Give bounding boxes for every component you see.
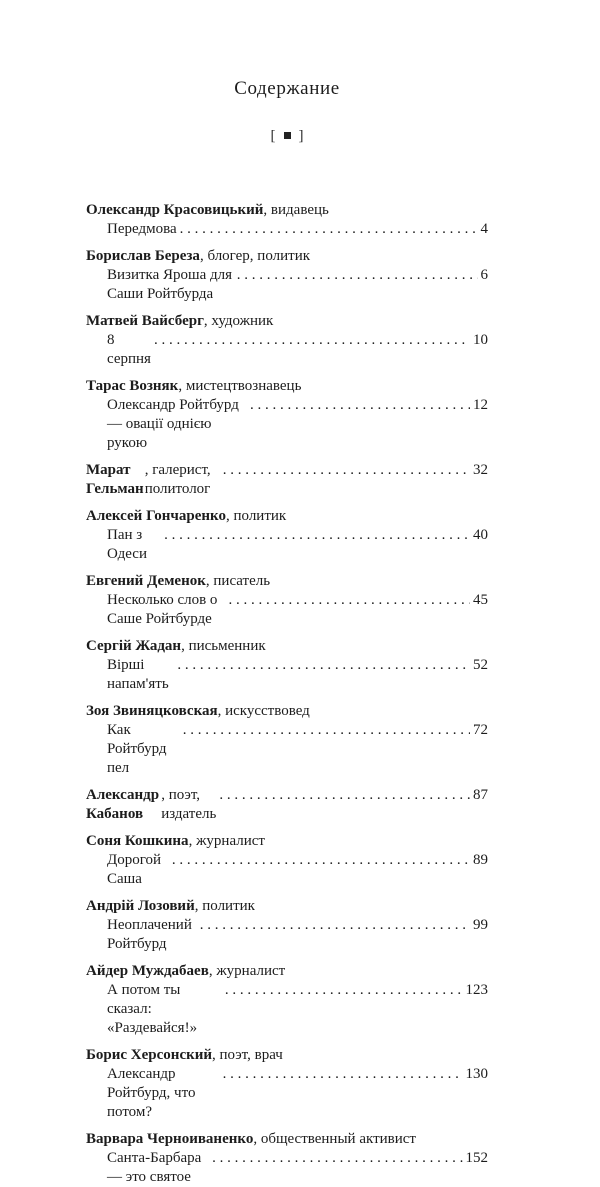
dot-leader bbox=[219, 786, 470, 805]
page-title: Содержание bbox=[234, 78, 340, 99]
chapter-title: Как Ройтбурд пел bbox=[107, 722, 167, 777]
page-number: 45 bbox=[473, 592, 488, 609]
page-number: 89 bbox=[473, 852, 488, 869]
author-name: Александр Кабанов bbox=[86, 787, 160, 823]
chapter-line bbox=[86, 916, 488, 954]
author-line bbox=[86, 832, 488, 851]
chapter-line bbox=[86, 396, 488, 453]
toc-entry bbox=[86, 247, 488, 304]
toc-page bbox=[86, 0, 488, 1187]
author-role: , поэт, врач bbox=[212, 1047, 283, 1064]
toc-entry bbox=[86, 832, 488, 889]
chapter-title: Санта-Барбара — это святое bbox=[107, 1150, 202, 1186]
author-role: , письменник bbox=[181, 638, 266, 655]
dot-leader bbox=[172, 851, 470, 870]
chapter-line bbox=[86, 1065, 488, 1122]
author-name: Варвара Черноиваненко bbox=[86, 1131, 254, 1148]
author-line bbox=[86, 312, 488, 331]
chapter-title: Пан з Одеси bbox=[107, 527, 147, 563]
page-number: 6 bbox=[480, 267, 488, 284]
dot-leader bbox=[183, 721, 470, 740]
chapter-line bbox=[86, 721, 488, 778]
toc-entry bbox=[86, 507, 488, 564]
author-role: , видавець bbox=[263, 202, 329, 219]
author-name: Евгений Деменок bbox=[86, 573, 206, 590]
author-line bbox=[86, 962, 488, 981]
toc-entry bbox=[86, 201, 488, 239]
author-line bbox=[86, 461, 488, 499]
author-name: Матвей Вайсберг bbox=[86, 313, 204, 330]
chapter-title: А потом ты сказал: «Раздевайся!» bbox=[107, 982, 198, 1037]
author-name: Алексей Гончаренко bbox=[86, 508, 226, 525]
page-number: 99 bbox=[473, 917, 488, 934]
page-number: 123 bbox=[465, 982, 488, 999]
chapter-line bbox=[86, 591, 488, 629]
chapter-title: Визитка Яроша для Саши Ройтбурда bbox=[107, 267, 232, 303]
section-ornament bbox=[86, 128, 488, 145]
ornament-bracket-right: ] bbox=[298, 128, 304, 145]
chapter-title: Неоплачений Ройтбурд bbox=[107, 917, 192, 953]
chapter-line bbox=[86, 526, 488, 564]
author-line bbox=[86, 247, 488, 266]
author-name: Соня Кошкина bbox=[86, 833, 189, 850]
author-name: Борислав Береза bbox=[86, 248, 200, 265]
author-line bbox=[86, 1130, 488, 1149]
dot-leader bbox=[250, 396, 470, 415]
author-line bbox=[86, 377, 488, 396]
chapter-line bbox=[86, 220, 488, 239]
page-number: 52 bbox=[473, 657, 488, 674]
chapter-title: Олександр Ройтбурд — овації однією рукою bbox=[107, 397, 239, 452]
page-number: 72 bbox=[473, 722, 488, 739]
dot-leader bbox=[180, 220, 478, 239]
toc-entry bbox=[86, 702, 488, 778]
author-role: , писатель bbox=[205, 573, 271, 590]
dot-leader bbox=[237, 266, 478, 285]
chapter-title: Дорогой Саша bbox=[107, 852, 162, 888]
toc-entry bbox=[86, 312, 488, 369]
author-role: , искусствовед bbox=[217, 703, 310, 720]
author-name: Сергій Жадан bbox=[86, 638, 182, 655]
chapter-line bbox=[86, 1149, 488, 1187]
chapter-line bbox=[86, 331, 488, 369]
author-line bbox=[86, 786, 488, 824]
author-name: Борис Херсонский bbox=[86, 1047, 213, 1064]
author-role: , общественный активист bbox=[253, 1131, 416, 1148]
author-name: Тарас Возняк bbox=[86, 378, 179, 395]
ornament-bracket-left: [ bbox=[270, 128, 276, 145]
author-role: , поэт, издатель bbox=[161, 787, 217, 823]
author-line bbox=[86, 637, 488, 656]
toc-entry bbox=[86, 637, 488, 694]
author-line bbox=[86, 572, 488, 591]
chapter-line bbox=[86, 266, 488, 304]
author-role: , журналист bbox=[208, 963, 286, 980]
author-line bbox=[86, 1046, 488, 1065]
chapter-title: Вірші напам'ять bbox=[107, 657, 169, 693]
page-number: 87 bbox=[473, 787, 488, 804]
author-role: , журналист bbox=[188, 833, 265, 850]
author-role: , политик bbox=[194, 898, 255, 915]
toc-entry bbox=[86, 962, 488, 1038]
toc-entry bbox=[86, 572, 488, 629]
author-name: Айдер Муждабаев bbox=[86, 963, 209, 980]
author-line bbox=[86, 702, 488, 721]
chapter-line bbox=[86, 981, 488, 1038]
chapter-title: 8 серпня bbox=[107, 332, 151, 368]
author-role: , галерист, политолог bbox=[144, 462, 211, 498]
page-number: 4 bbox=[480, 221, 488, 238]
page-number: 152 bbox=[465, 1150, 488, 1167]
author-role: , художник bbox=[203, 313, 274, 330]
dot-leader bbox=[223, 1065, 463, 1084]
dot-leader bbox=[154, 331, 470, 350]
dot-leader bbox=[212, 1149, 462, 1168]
chapter-line bbox=[86, 656, 488, 694]
author-line bbox=[86, 201, 488, 220]
dot-leader bbox=[225, 981, 463, 1000]
toc-entry bbox=[86, 461, 488, 499]
page-number: 40 bbox=[473, 527, 488, 544]
dot-leader bbox=[223, 461, 470, 480]
toc-entry bbox=[86, 897, 488, 954]
toc-entry bbox=[86, 377, 488, 453]
toc-entry bbox=[86, 1130, 488, 1187]
dot-leader bbox=[200, 916, 470, 935]
chapter-title: Александр Ройтбурд, что потом? bbox=[107, 1066, 196, 1121]
author-name: Марат Гельман bbox=[86, 462, 144, 498]
table-of-contents bbox=[86, 201, 488, 1187]
chapter-line bbox=[86, 851, 488, 889]
author-name: Зоя Звиняцковская bbox=[86, 703, 218, 720]
dot-leader bbox=[229, 591, 470, 610]
author-role: , политик bbox=[225, 508, 287, 525]
author-role: , блогер, политик bbox=[199, 248, 311, 265]
author-line bbox=[86, 507, 488, 526]
author-name: Андрій Лозовий bbox=[86, 898, 195, 915]
author-name: Олександр Красовицький bbox=[86, 202, 264, 219]
toc-entry bbox=[86, 786, 488, 824]
page-number: 10 bbox=[473, 332, 488, 349]
chapter-title: Передмова bbox=[107, 221, 177, 238]
page-number: 32 bbox=[472, 462, 488, 479]
dot-leader bbox=[177, 656, 470, 675]
page-number: 130 bbox=[465, 1066, 488, 1083]
chapter-title: Несколько слов о Саше Ройтбурде bbox=[107, 592, 218, 628]
toc-entry bbox=[86, 1046, 488, 1122]
author-line bbox=[86, 897, 488, 916]
page-number: 12 bbox=[473, 397, 488, 414]
dot-leader bbox=[164, 526, 470, 545]
author-role: , мистецтвознавець bbox=[178, 378, 302, 395]
square-ornament-icon bbox=[284, 132, 291, 139]
